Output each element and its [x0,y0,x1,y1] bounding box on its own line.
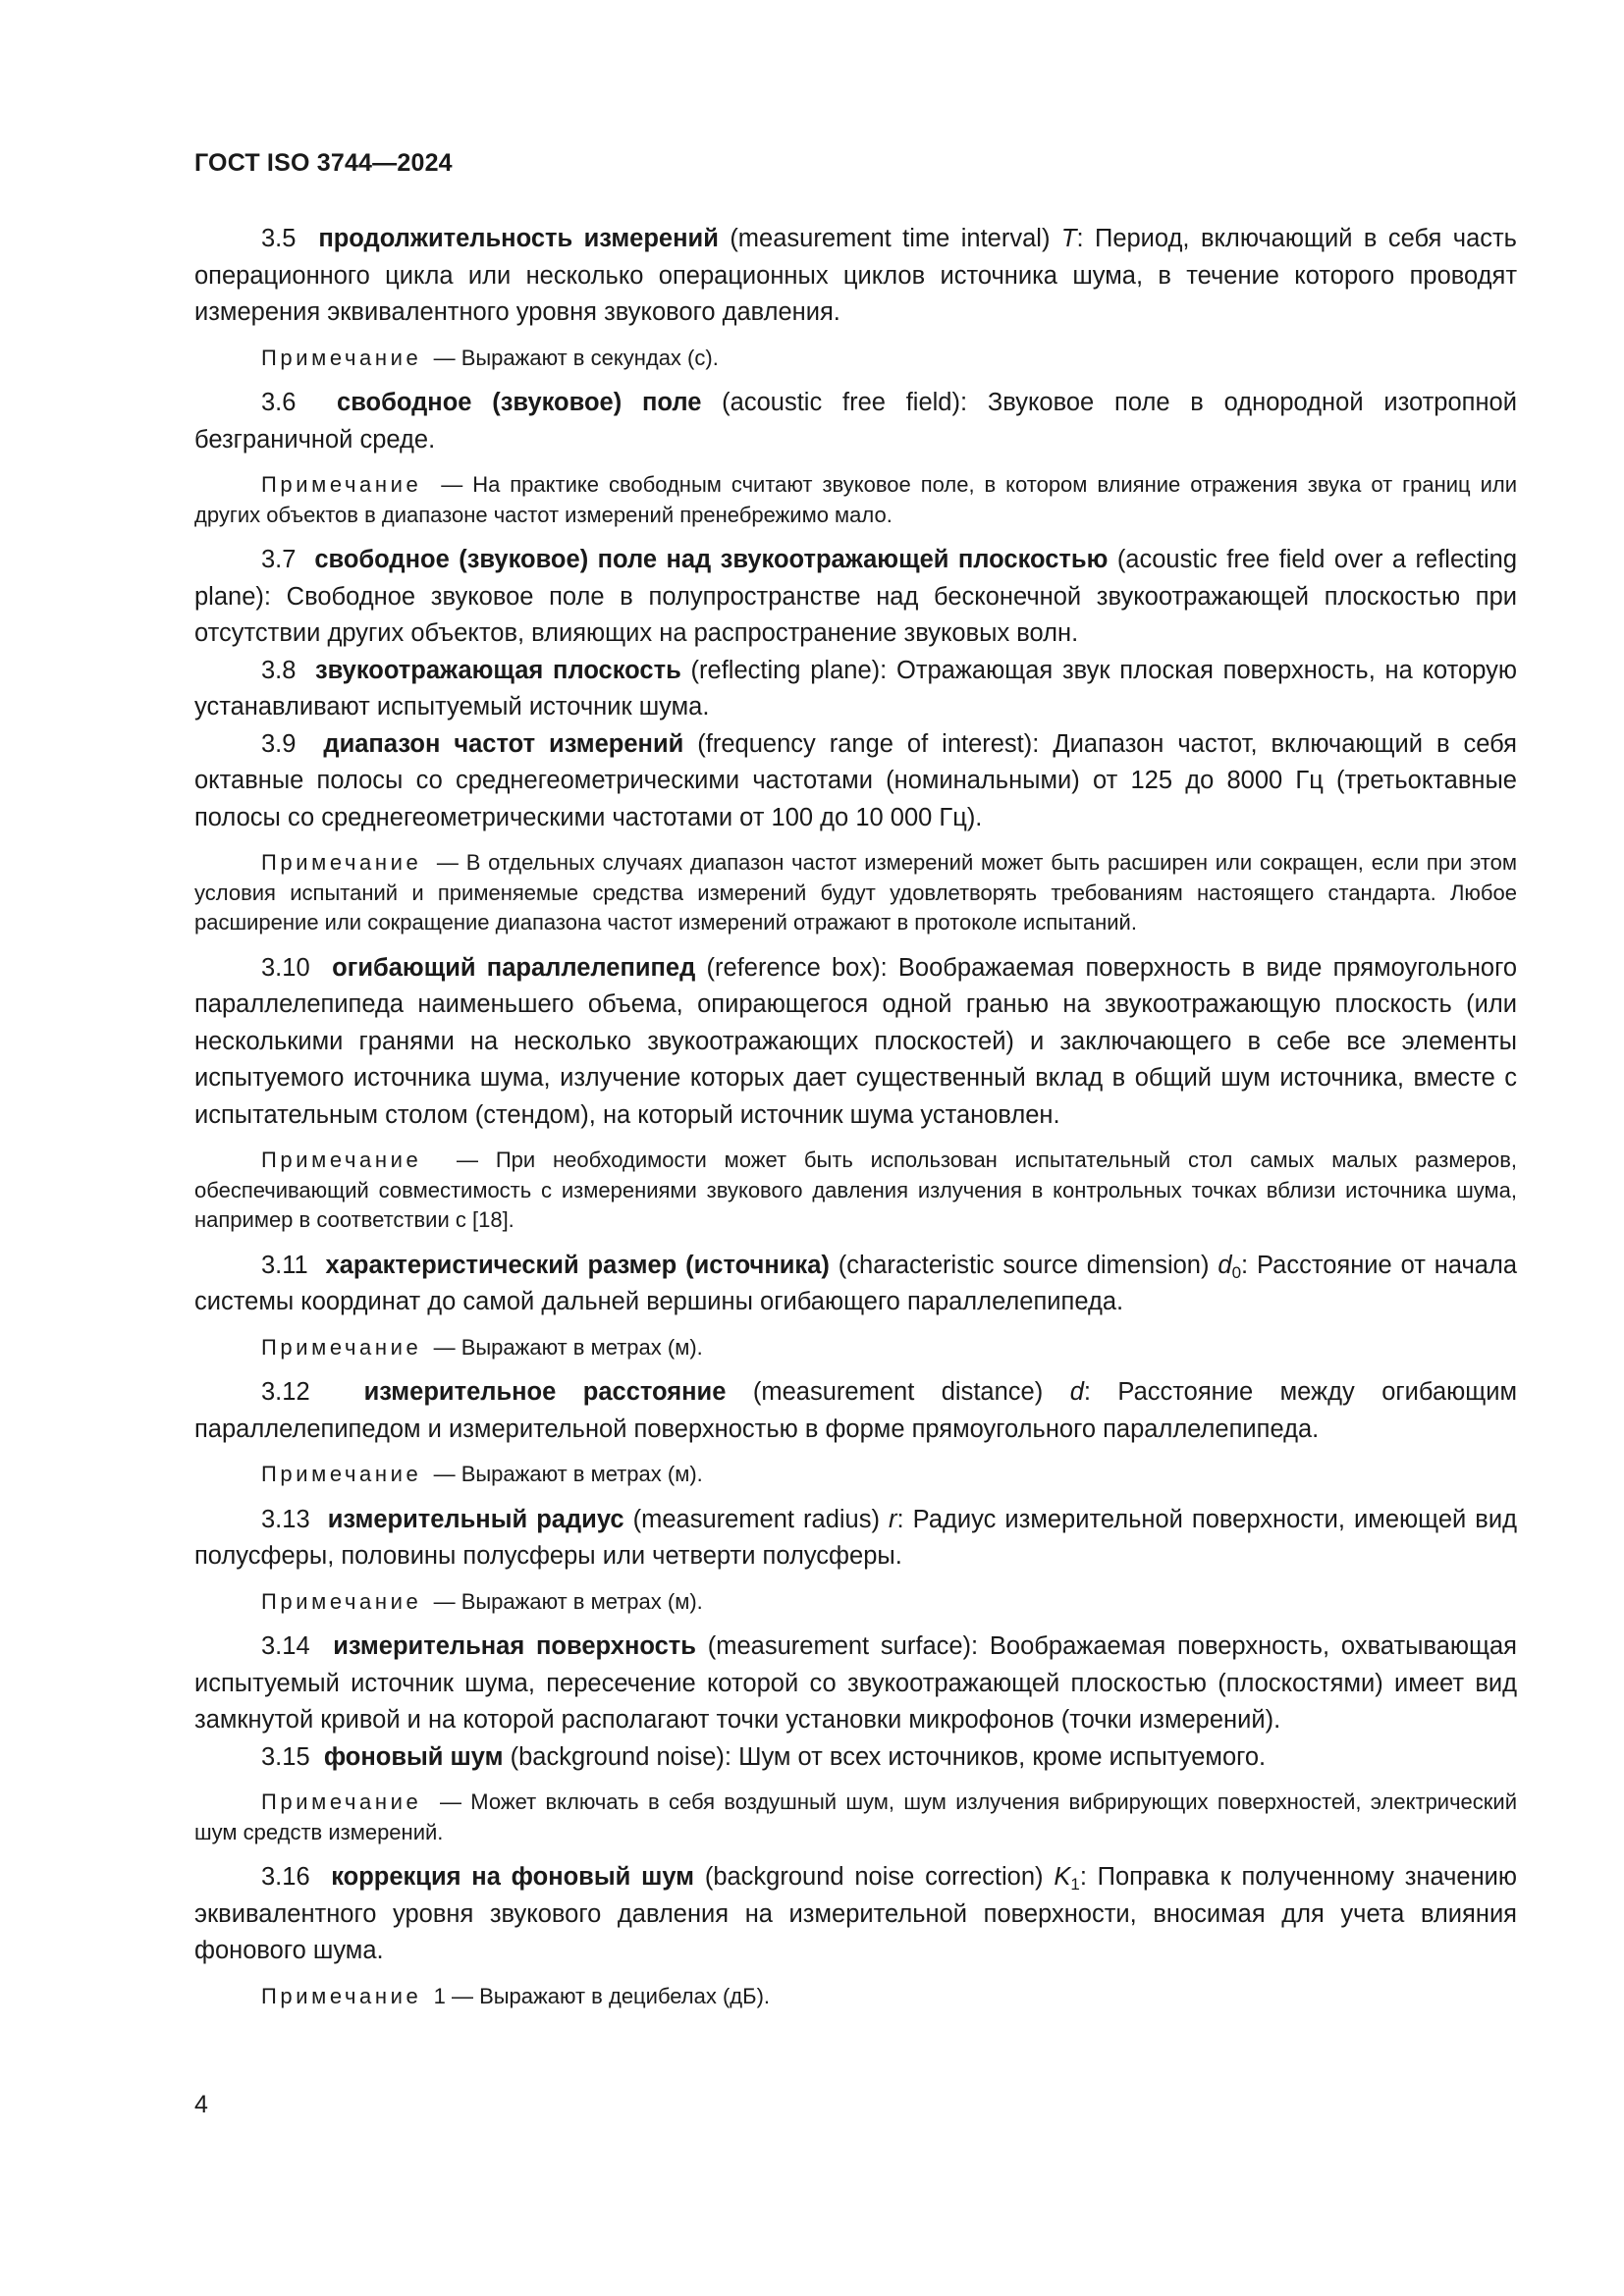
term-english: (acoustic free field) [722,389,960,416]
note-label: Примечание [261,1588,422,1614]
term-definition: : Расстояние от начала системы координат до самой дальней вершины огибающего параллелепипеда. [194,1251,1518,1315]
term-entry [194,1629,1517,1739]
term-note [194,1460,1517,1490]
term-english: (reference box) [706,953,881,982]
note-label: Примечание [261,1148,422,1172]
term-title: измерительный радиус [327,1505,624,1533]
term-definition: : Поправка к полученному значению эквивалентного уровня звукового давления на измерительной поверхности, вносимая для учета влияния фонового шума. [194,1863,1518,1964]
note-text: — При необходимости может быть использован испытательный стол самых малых размеров, обеспечивающий совместимость с измерениями звукового давления излучения в контрольных точках вблизи источника шума, например в соответствии с [18]. [194,1148,1517,1232]
term-english: (measurement radius) [632,1505,880,1533]
term-note [194,1788,1517,1847]
term-note [194,848,1517,938]
term-title: измерительная поверхность [333,1632,696,1660]
term-english: (background noise correction) [704,1863,1044,1891]
term-note [194,1146,1517,1236]
term-english: (background noise) [510,1742,725,1771]
term-note [194,1587,1517,1618]
term-entry [194,726,1517,837]
term-title: измерительное расстояние [363,1378,727,1406]
term-number: 3.8 [261,656,297,684]
term-definition: : Свободное звуковое поле в полупространстве над бесконечной звукоотражающей плоскостью при отсутствии других объектов, влияющих на распространение звуковых волн. [194,582,1517,647]
term-entry [194,1502,1517,1575]
term-english: (reflecting plane) [690,656,881,684]
note-label: Примечание [261,1462,422,1486]
term-definition: : Шум от всех источников, кроме испытуемого. [724,1742,1267,1771]
term-entry [194,1248,1517,1321]
term-number: 3.7 [261,546,297,573]
standard-header: ГОСТ ISO 3744—2024 [194,149,453,177]
term-entry [194,385,1517,458]
term-definition: : Воображаемая поверхность в виде прямоугольного параллелепипеда наименьшего объема, опирающегося одной гранью на звукоотражающую плоскость (или несколькими гранями на несколько звукоотражающих плоскостей) и заключающего в себе все элементы испытуемого источника шума, излучение которых дает существенный вклад в общий шум источника, вместе с испытательным столом (стендом), на который источник шума установлен. [194,953,1518,1129]
term-title: характеристический размер (источника) [325,1251,830,1279]
term-definition: : Отражающая звук плоская поверхность, на которую устанавливают испытуемый источник шума. [194,656,1517,721]
term-note [194,1333,1517,1363]
term-number: 3.9 [261,729,297,758]
term-note [194,344,1517,374]
term-title: огибающий параллелепипед [332,953,696,982]
note-label: Примечание [261,850,422,875]
note-text: — Выражают в децибелах (дБ). [451,1983,771,2008]
term-title: коррекция на фоновый шум [331,1863,695,1891]
term-entry [194,1374,1517,1448]
term-definition: : Радиус измерительной поверхности, имеющей вид полусферы, половины полусферы или четверти полусферы. [194,1505,1517,1570]
term-symbol-subscript: 1 [1070,1875,1080,1894]
term-number: 3.16 [261,1863,310,1891]
term-entry [194,542,1517,653]
term-note [194,1982,1517,2012]
term-english: (measurement distance) [752,1378,1044,1406]
term-english: (measurement surface) [707,1632,972,1660]
term-entry [194,950,1517,1135]
note-text: — Может включать в себя воздушный шум, шум излучения вибрирующих поверхностей, электрический шум средств измерений. [194,1789,1517,1844]
term-title: свободное (звуковое) поле над звукоотражающей плоскостью [314,546,1109,573]
term-note [194,470,1517,530]
term-title: продолжительность измерений [318,225,719,252]
note-label: Примечание [261,1789,422,1814]
term-number: 3.12 [261,1378,310,1406]
term-symbol: d [1218,1251,1232,1279]
term-title: свободное (звуковое) поле [337,389,702,416]
term-entry [194,653,1517,726]
term-english: (frequency range of interest) [697,729,1033,758]
term-title: фоновый шум [323,1742,504,1771]
note-text: — Выражают в секундах (с). [433,345,719,370]
term-title: звукоотражающая плоскость [314,656,681,684]
term-entry [194,221,1517,332]
note-text: — Выражают в метрах (м). [433,1588,703,1614]
term-entry [194,1739,1517,1777]
term-number: 3.15 [261,1742,310,1771]
term-definition: : Период, включающий в себя часть операционного цикла или несколько операционных циклов источника шума, в течение которого проводят измерения эквивалентного уровня звукового давления. [194,225,1517,326]
note-text: — На практике свободным считают звуковое поле, в котором влияние отражения звука от границ или других объектов в диапазоне частот измерений пренебрежимо мало. [194,472,1518,527]
note-label: Примечание [261,1983,422,2008]
term-number: 3.10 [261,953,310,982]
page-number: 4 [194,2091,208,2118]
term-number: 3.13 [261,1505,310,1533]
term-number: 3.6 [261,389,297,416]
note-text: — Выражают в метрах (м). [433,1334,703,1360]
term-english: (characteristic source dimension) [838,1251,1210,1279]
term-number: 3.5 [261,225,297,252]
term-english: (measurement time interval) [730,225,1051,252]
note-number: 1 [433,1983,446,2008]
term-symbol-subscript: 0 [1231,1262,1242,1282]
term-definition: : Расстояние между огибающим параллелепипедом и измерительной поверхностью в форме прямоугольного параллелепипеда. [194,1378,1518,1443]
note-text: — Выражают в метрах (м). [433,1462,703,1486]
term-definition: : Звуковое поле в однородной изотропной безграничной среде. [194,389,1517,454]
term-symbol: K [1054,1863,1071,1891]
term-symbol: T [1060,225,1077,252]
note-label: Примечание [261,472,422,497]
term-title: диапазон частот измерений [323,729,684,758]
note-text: — В отдельных случаях диапазон частот измерений может быть расширен или сокращен, если при этом условия испытаний и применяемые средства измерений будут удовлетворять требованиям настоящего стандарта. Любое расширение или сокращение диапазона частот измерений отражают в протоколе испытаний. [194,850,1517,934]
term-entry [194,1859,1517,1970]
note-label: Примечание [261,1334,422,1360]
term-definition: : Воображаемая поверхность, охватывающая испытуемый источник шума, пересечение которой со звукоотражающей плоскостью (плоскостями) имеет вид замкнутой кривой и на которой располагают точки установки микрофонов (точки измерений). [194,1632,1517,1734]
term-symbol: r [889,1505,897,1533]
terms-section [194,221,1517,2011]
note-label: Примечание [261,345,422,370]
term-number: 3.14 [261,1632,310,1660]
term-number: 3.11 [261,1251,308,1279]
term-english: (acoustic free field over a reflecting plane) [194,546,1517,611]
term-symbol: d [1069,1378,1084,1406]
term-definition: : Диапазон частот, включающий в себя октавные полосы со среднегеометрическими частотами (номинальными) от 125 до 8000 Гц (третьоктавные полосы со среднегеометрическими частотами от 100 до 10 000 Гц). [194,729,1517,831]
